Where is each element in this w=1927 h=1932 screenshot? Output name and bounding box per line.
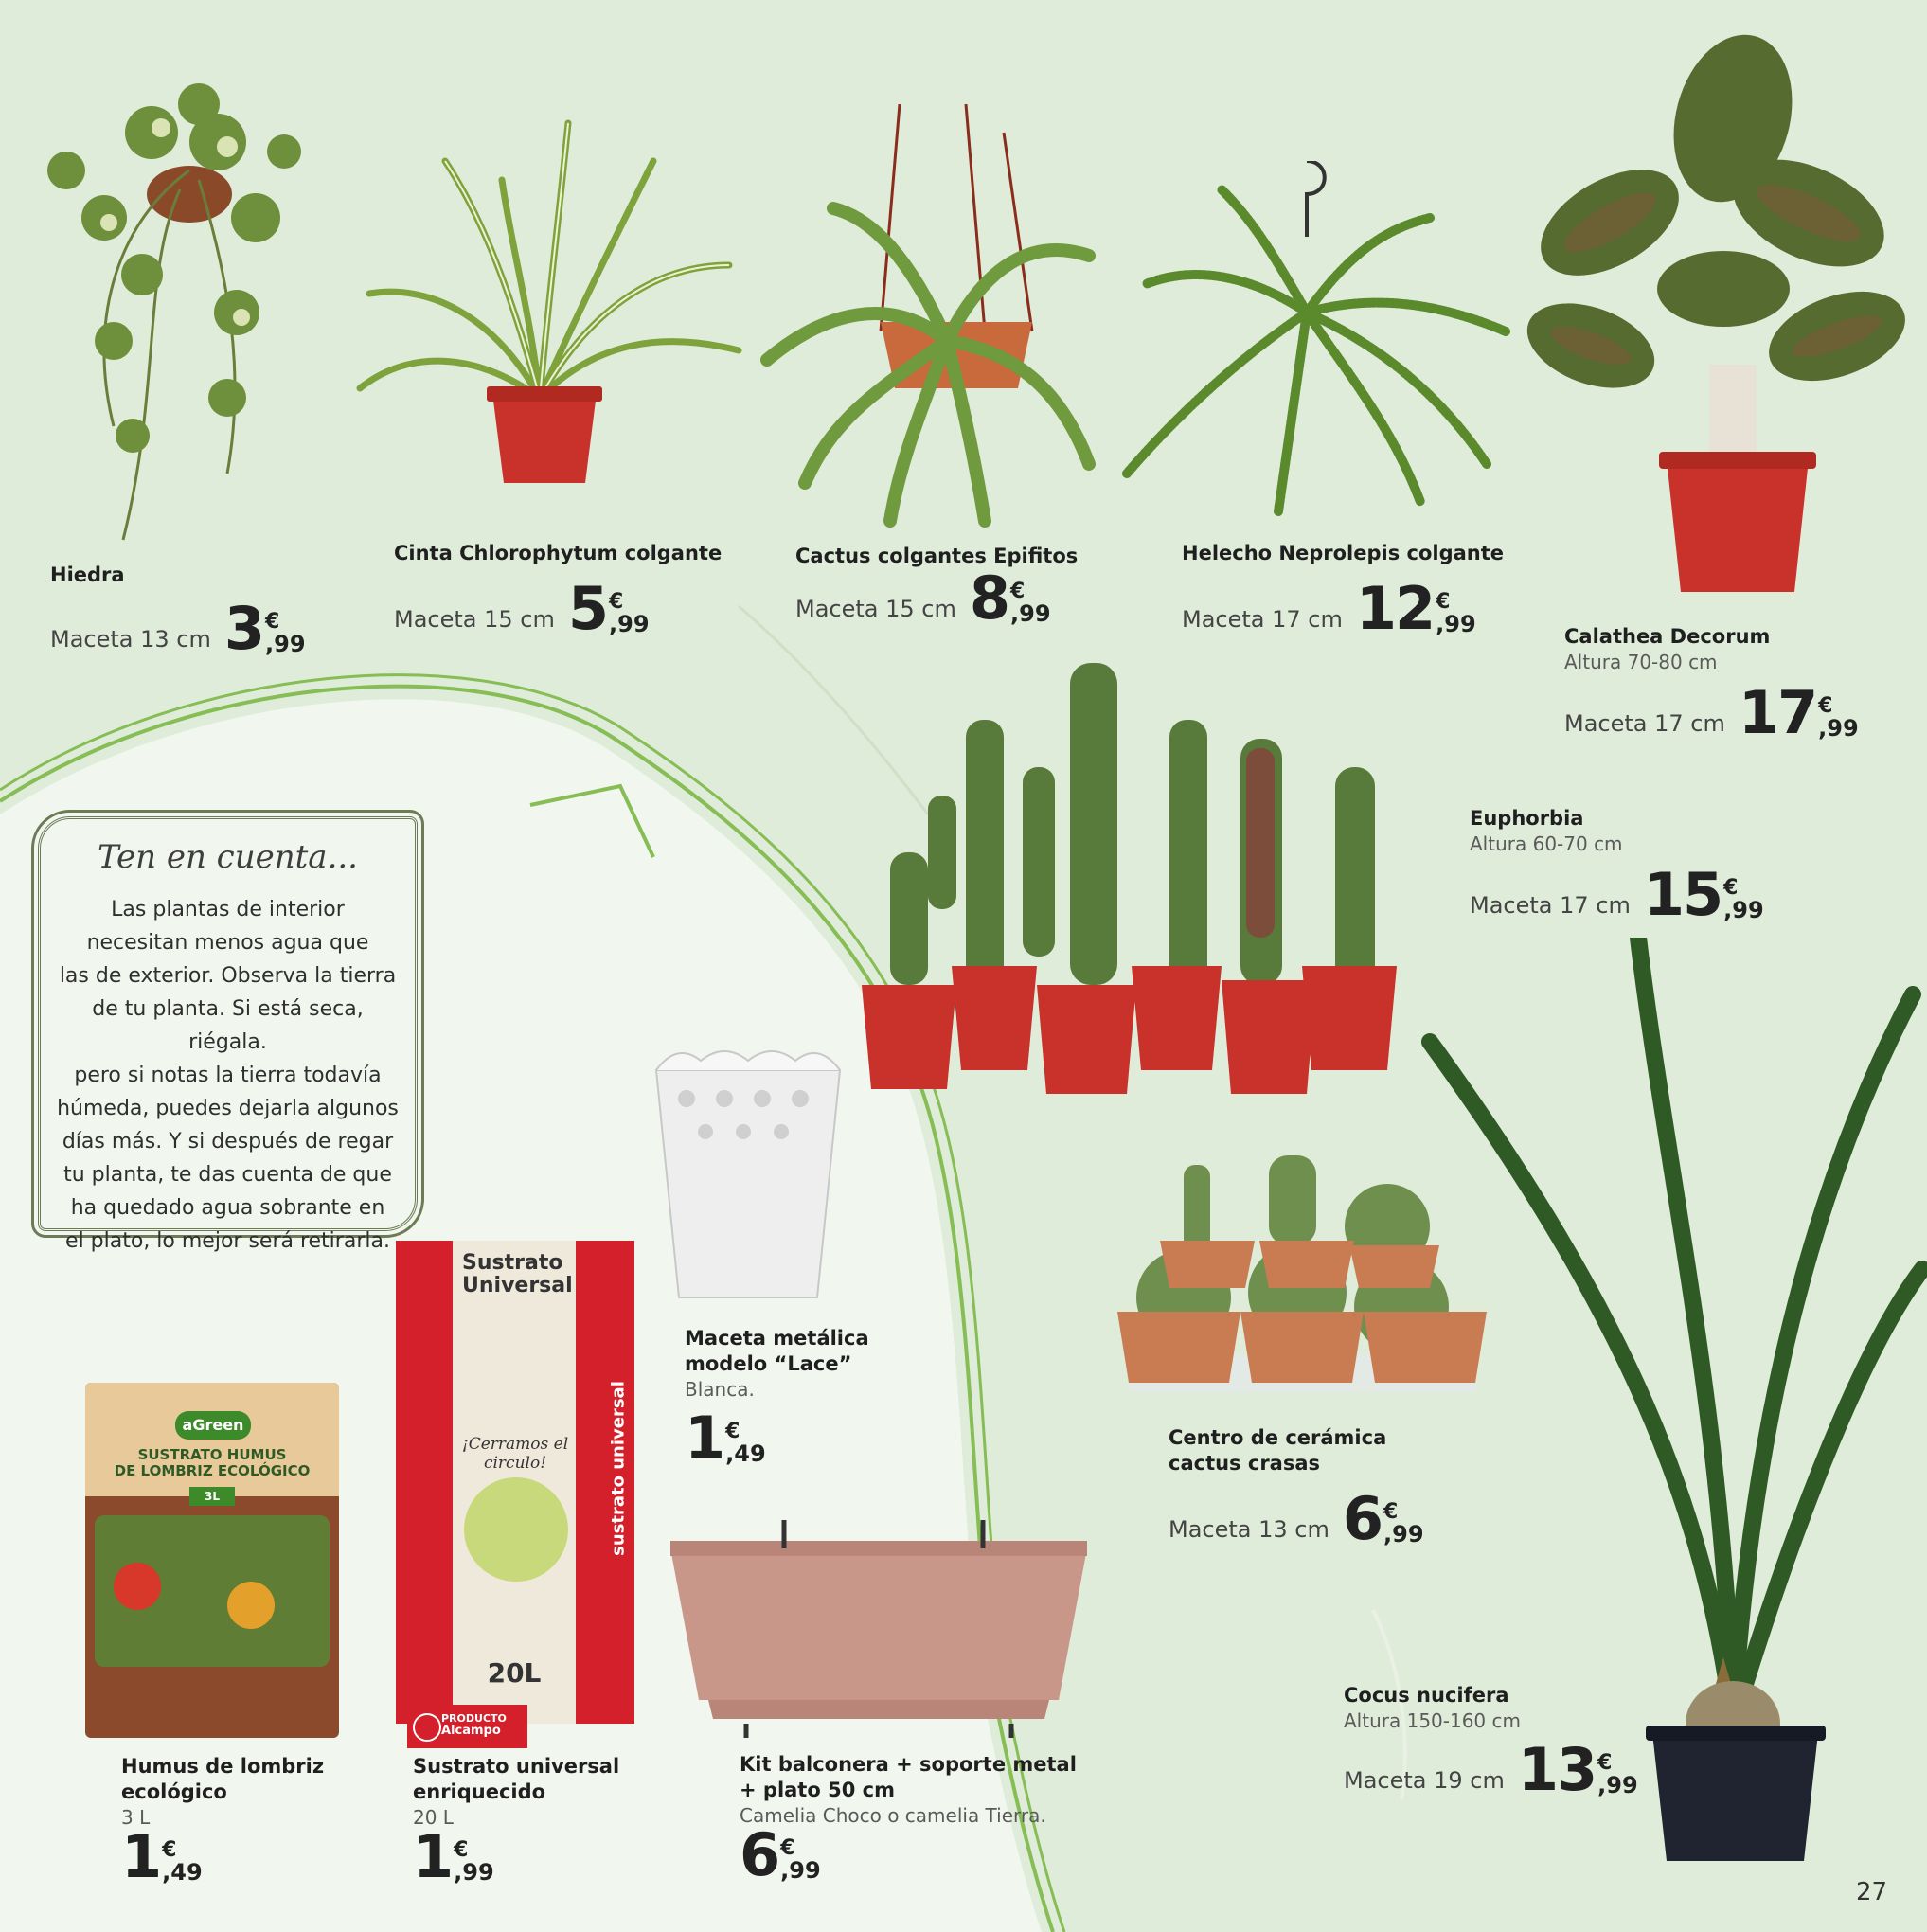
tip-line: ha quedado agua sobrante en	[70, 1196, 385, 1220]
euphorbia-image	[833, 663, 1439, 1108]
price-integer: 15	[1643, 860, 1722, 929]
price-integer: 8	[969, 564, 1009, 633]
price-integer: 1	[121, 1822, 161, 1891]
balconera-image	[670, 1520, 1087, 1738]
price-decimals: ,99	[1010, 600, 1051, 627]
price-decimals: ,99	[1818, 715, 1859, 742]
price-decimals: ,99	[1383, 1521, 1424, 1547]
product-maceta-lace	[685, 1326, 869, 1473]
humus-volume: 3L	[189, 1487, 235, 1506]
price-decimals: ,99	[1723, 897, 1764, 923]
price-integer: 1	[413, 1822, 453, 1891]
price-currency: €	[1597, 1751, 1613, 1775]
product-name: Humus de lombriz ecológico	[121, 1755, 325, 1803]
product-pot: Maceta 15 cm	[394, 606, 555, 633]
product-euphorbia	[1470, 806, 1764, 929]
price	[685, 1404, 766, 1473]
tip-line: necesitan menos agua que	[86, 931, 369, 955]
product-sustrato	[413, 1754, 620, 1891]
price	[1342, 1484, 1424, 1553]
product-name: Calathea Decorum	[1564, 625, 1771, 648]
price-decimals: ,99	[454, 1859, 494, 1886]
product-name: Maceta metálica modelo “Lace”	[685, 1327, 869, 1375]
product-desc: Altura 150-160 cm	[1344, 1709, 1521, 1732]
price-integer: 3	[223, 594, 264, 663]
price	[567, 574, 650, 643]
price-decimals: ,99	[1436, 611, 1476, 637]
cinta-image	[350, 104, 748, 540]
tip-line: días más. Y si después de regar	[62, 1130, 394, 1154]
product-name: Cactus colgantes Epifitos	[795, 545, 1079, 567]
product-name: Centro de cerámica cactus crasas	[1169, 1426, 1387, 1475]
badge-line2: Alcampo	[441, 1724, 501, 1738]
product-desc: Camelia Choco o camelia Tierra.	[740, 1804, 1046, 1827]
page-number: 27	[1856, 1878, 1888, 1906]
price	[1643, 860, 1764, 929]
product-name: Cinta Chlorophytum colgante	[394, 542, 723, 564]
price-integer: 5	[567, 574, 608, 643]
price-integer: 13	[1517, 1735, 1597, 1804]
tip-line: pero si notas la tierra todavía	[74, 1064, 382, 1087]
tip-line: tu planta, te das cuenta de que	[63, 1163, 392, 1187]
tip-line: las de exterior. Observa la tierra	[59, 964, 397, 988]
tip-line: húmeda, puedes dejarla algunos	[57, 1097, 399, 1120]
price-currency: €	[725, 1420, 740, 1443]
price	[121, 1822, 203, 1891]
product-helecho	[1182, 541, 1505, 643]
product-desc: Altura 60-70 cm	[1470, 832, 1623, 855]
producto-alcampo-badge	[407, 1705, 527, 1748]
calathea-image	[1506, 24, 1922, 601]
sustrato-bag-image	[396, 1241, 634, 1724]
product-pot: Maceta 17 cm	[1564, 710, 1725, 737]
product-balconera	[740, 1752, 1077, 1889]
badge-line1: PRODUCTO	[441, 1712, 507, 1725]
price-currency: €	[162, 1838, 177, 1862]
price-decimals: ,99	[265, 631, 306, 657]
price-currency: €	[609, 590, 624, 614]
price-decimals: ,99	[609, 611, 650, 637]
price-currency: €	[1818, 694, 1833, 718]
product-pot: Maceta 13 cm	[50, 626, 211, 653]
sustrato-volume: 20L	[487, 1657, 542, 1689]
price	[1517, 1735, 1638, 1804]
sustrato-title: Sustrato Universal	[462, 1251, 573, 1297]
humus-brand: aGreen	[175, 1411, 251, 1440]
price	[1738, 678, 1859, 747]
product-pot: Maceta 17 cm	[1470, 892, 1631, 919]
product-cocus	[1344, 1683, 1638, 1804]
tip-line: Las plantas de interior	[111, 898, 345, 921]
sustrato-slogan: ¡Cerramos el circulo!	[461, 1435, 569, 1473]
product-pot: Maceta 15 cm	[795, 596, 956, 622]
product-pot: Maceta 19 cm	[1344, 1767, 1505, 1794]
product-centro-ceramica	[1169, 1425, 1424, 1553]
price	[1355, 574, 1476, 643]
product-desc: 3 L	[121, 1806, 151, 1829]
cactus-epifitos-image	[748, 104, 1117, 540]
product-desc: Blanca.	[685, 1378, 755, 1401]
product-desc: 20 L	[413, 1806, 454, 1829]
sustrato-side-label: sustrato universal	[608, 1381, 629, 1556]
price	[223, 594, 306, 663]
product-cactus-epifitos	[795, 544, 1079, 633]
product-name: Hiedra	[50, 564, 125, 586]
product-desc: Altura 70-80 cm	[1564, 651, 1718, 673]
tip-box	[38, 816, 418, 1253]
product-name: Helecho Neprolepis colgante	[1182, 542, 1505, 564]
price-integer: 6	[1342, 1484, 1383, 1553]
price-integer: 6	[740, 1820, 779, 1889]
price-currency: €	[454, 1838, 469, 1862]
price-integer: 17	[1738, 678, 1817, 747]
price-currency: €	[780, 1836, 795, 1860]
price-currency: €	[1723, 876, 1739, 900]
price	[413, 1822, 494, 1891]
tip-title: Ten en cuenta...	[97, 838, 358, 876]
price-currency: €	[1010, 580, 1026, 603]
product-hiedra	[50, 563, 306, 663]
price	[969, 564, 1051, 633]
helecho-image	[1108, 161, 1525, 521]
price-integer: 1	[685, 1404, 724, 1473]
product-name: Euphorbia	[1470, 807, 1584, 830]
maceta-lace-image	[649, 1042, 848, 1307]
tip-body	[52, 893, 403, 1258]
price-currency: €	[265, 610, 280, 634]
product-name: Kit balconera + soporte metal + plato 50 cm	[740, 1753, 1077, 1801]
price-decimals: ,99	[1597, 1772, 1638, 1798]
product-name: Cocus nucifera	[1344, 1684, 1509, 1707]
hiedra-image	[9, 28, 322, 559]
price-integer: 12	[1355, 574, 1435, 643]
price-currency: €	[1436, 590, 1451, 614]
tip-line: de tu planta. Si está seca, riégala.	[92, 997, 364, 1054]
humus-title: SUSTRATO HUMUS DE LOMBRIZ ECOLÓGICO	[114, 1446, 311, 1479]
product-name: Sustrato universal enriquecido	[413, 1755, 620, 1803]
product-pot: Maceta 13 cm	[1169, 1516, 1329, 1543]
price	[740, 1820, 821, 1889]
humus-bag-image	[85, 1383, 339, 1738]
product-pot: Maceta 17 cm	[1182, 606, 1343, 633]
price-decimals: ,49	[725, 1440, 766, 1467]
price-decimals: ,49	[162, 1859, 203, 1886]
product-cinta	[394, 541, 723, 643]
product-calathea	[1564, 624, 1859, 747]
price-decimals: ,99	[780, 1857, 821, 1884]
tip-line: el plato, lo mejor será retirarla.	[65, 1229, 390, 1253]
product-humus	[121, 1754, 325, 1891]
price-currency: €	[1383, 1500, 1399, 1524]
